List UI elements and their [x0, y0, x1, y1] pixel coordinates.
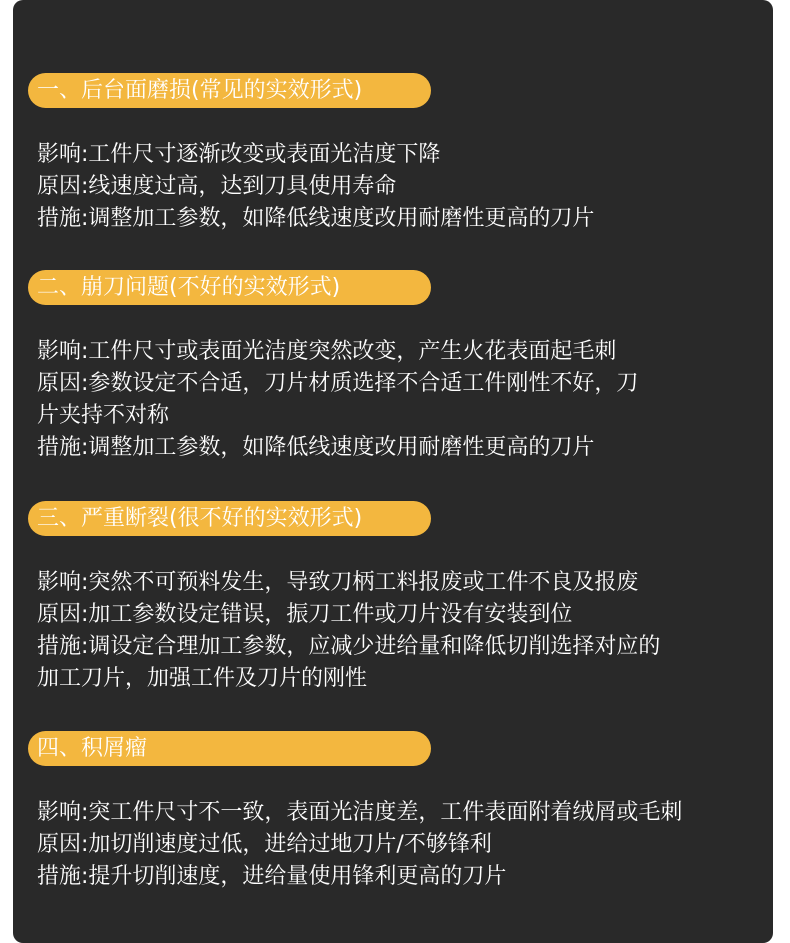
effect-line: 影响:突工件尺寸不一致，表面光洁度差，工件表面附着绒屑或毛刺 [37, 800, 683, 825]
section-body [37, 797, 773, 893]
section-heading: 一、后台面磨损(常见的实效形式) [28, 73, 431, 108]
measure-line: 措施:提升切削速度，进给量使用锋利更高的刀片 [37, 864, 507, 889]
section-body [37, 567, 773, 695]
section-heading: 四、积屑瘤 [28, 731, 431, 766]
measure-line: 措施:调整加工参数，如降低线速度改用耐磨性更高的刀片 [37, 206, 595, 231]
measure-line: 措施:调整加工参数，如降低线速度改用耐磨性更高的刀片 [37, 435, 595, 460]
section-body [37, 139, 773, 235]
cause-line: 原因:参数设定不合适，刀片材质选择不合适工件刚性不好，刀 [37, 371, 639, 396]
effect-line: 影响:工件尺寸或表面光洁度突然改变，产生火花表面起毛刺 [37, 339, 617, 364]
cause-line: 原因:加工参数设定错误，振刀工件或刀片没有安装到位 [37, 602, 573, 627]
section-body [37, 336, 773, 464]
section-heading: 三、严重断裂(很不好的实效形式) [28, 501, 431, 536]
cause-line: 原因:线速度过高，达到刀具使用寿命 [37, 174, 397, 199]
section-heading: 二、崩刀问题(不好的实效形式) [28, 270, 431, 305]
effect-line: 影响:突然不可预料发生，导致刀柄工料报废或工件不良及报废 [37, 570, 639, 595]
cause-line-continued: 片夹持不对称 [37, 403, 170, 428]
measure-line: 措施:调设定合理加工参数，应减少进给量和降低切削选择对应的 [37, 634, 661, 659]
content-panel [13, 0, 773, 943]
effect-line: 影响:工件尺寸逐渐改变或表面光洁度下降 [37, 142, 441, 167]
measure-line-continued: 加工刀片，加强工件及刀片的刚性 [37, 666, 368, 691]
cause-line: 原因:加切削速度过低，进给过地刀片/不够锋利 [37, 832, 492, 857]
